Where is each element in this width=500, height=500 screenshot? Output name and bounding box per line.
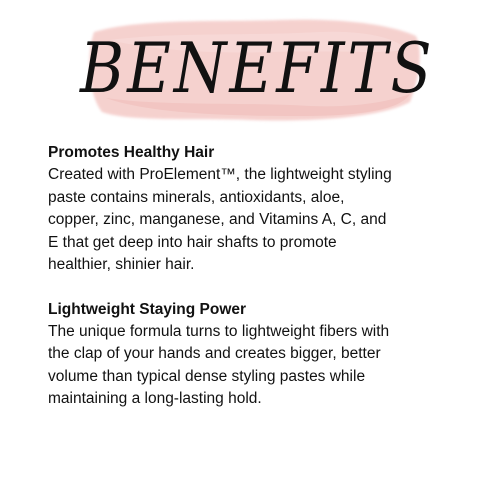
benefits-banner bbox=[80, 10, 435, 130]
section-title: Lightweight Staying Power bbox=[48, 300, 247, 318]
benefits-heading: BENEFITS bbox=[80, 28, 435, 110]
section-body bbox=[48, 321, 468, 411]
section-healthy-hair bbox=[48, 142, 468, 277]
body-line: Created with ProElement™, the lightweight styling bbox=[48, 166, 392, 183]
body-line: healthier, shinier hair. bbox=[48, 256, 195, 273]
body-line: The unique formula turns to lightweight fibers with bbox=[48, 322, 390, 340]
section-title: Promotes Healthy Hair bbox=[48, 144, 215, 161]
body-line: maintaining a long-lasting hold. bbox=[48, 390, 262, 407]
section-staying-power bbox=[48, 299, 468, 411]
body-line: paste contains minerals, antioxidants, aloe, bbox=[48, 188, 345, 206]
benefits-content bbox=[48, 142, 468, 433]
body-line: copper, zinc, manganese, and Vitamins A, C, and bbox=[48, 211, 387, 228]
body-line: volume than typical dense styling pastes while bbox=[48, 367, 366, 385]
section-body bbox=[48, 164, 468, 277]
body-line: the clap of your hands and creates bigger, better bbox=[48, 345, 381, 362]
body-line: E that get deep into hair shafts to promote bbox=[48, 233, 337, 251]
